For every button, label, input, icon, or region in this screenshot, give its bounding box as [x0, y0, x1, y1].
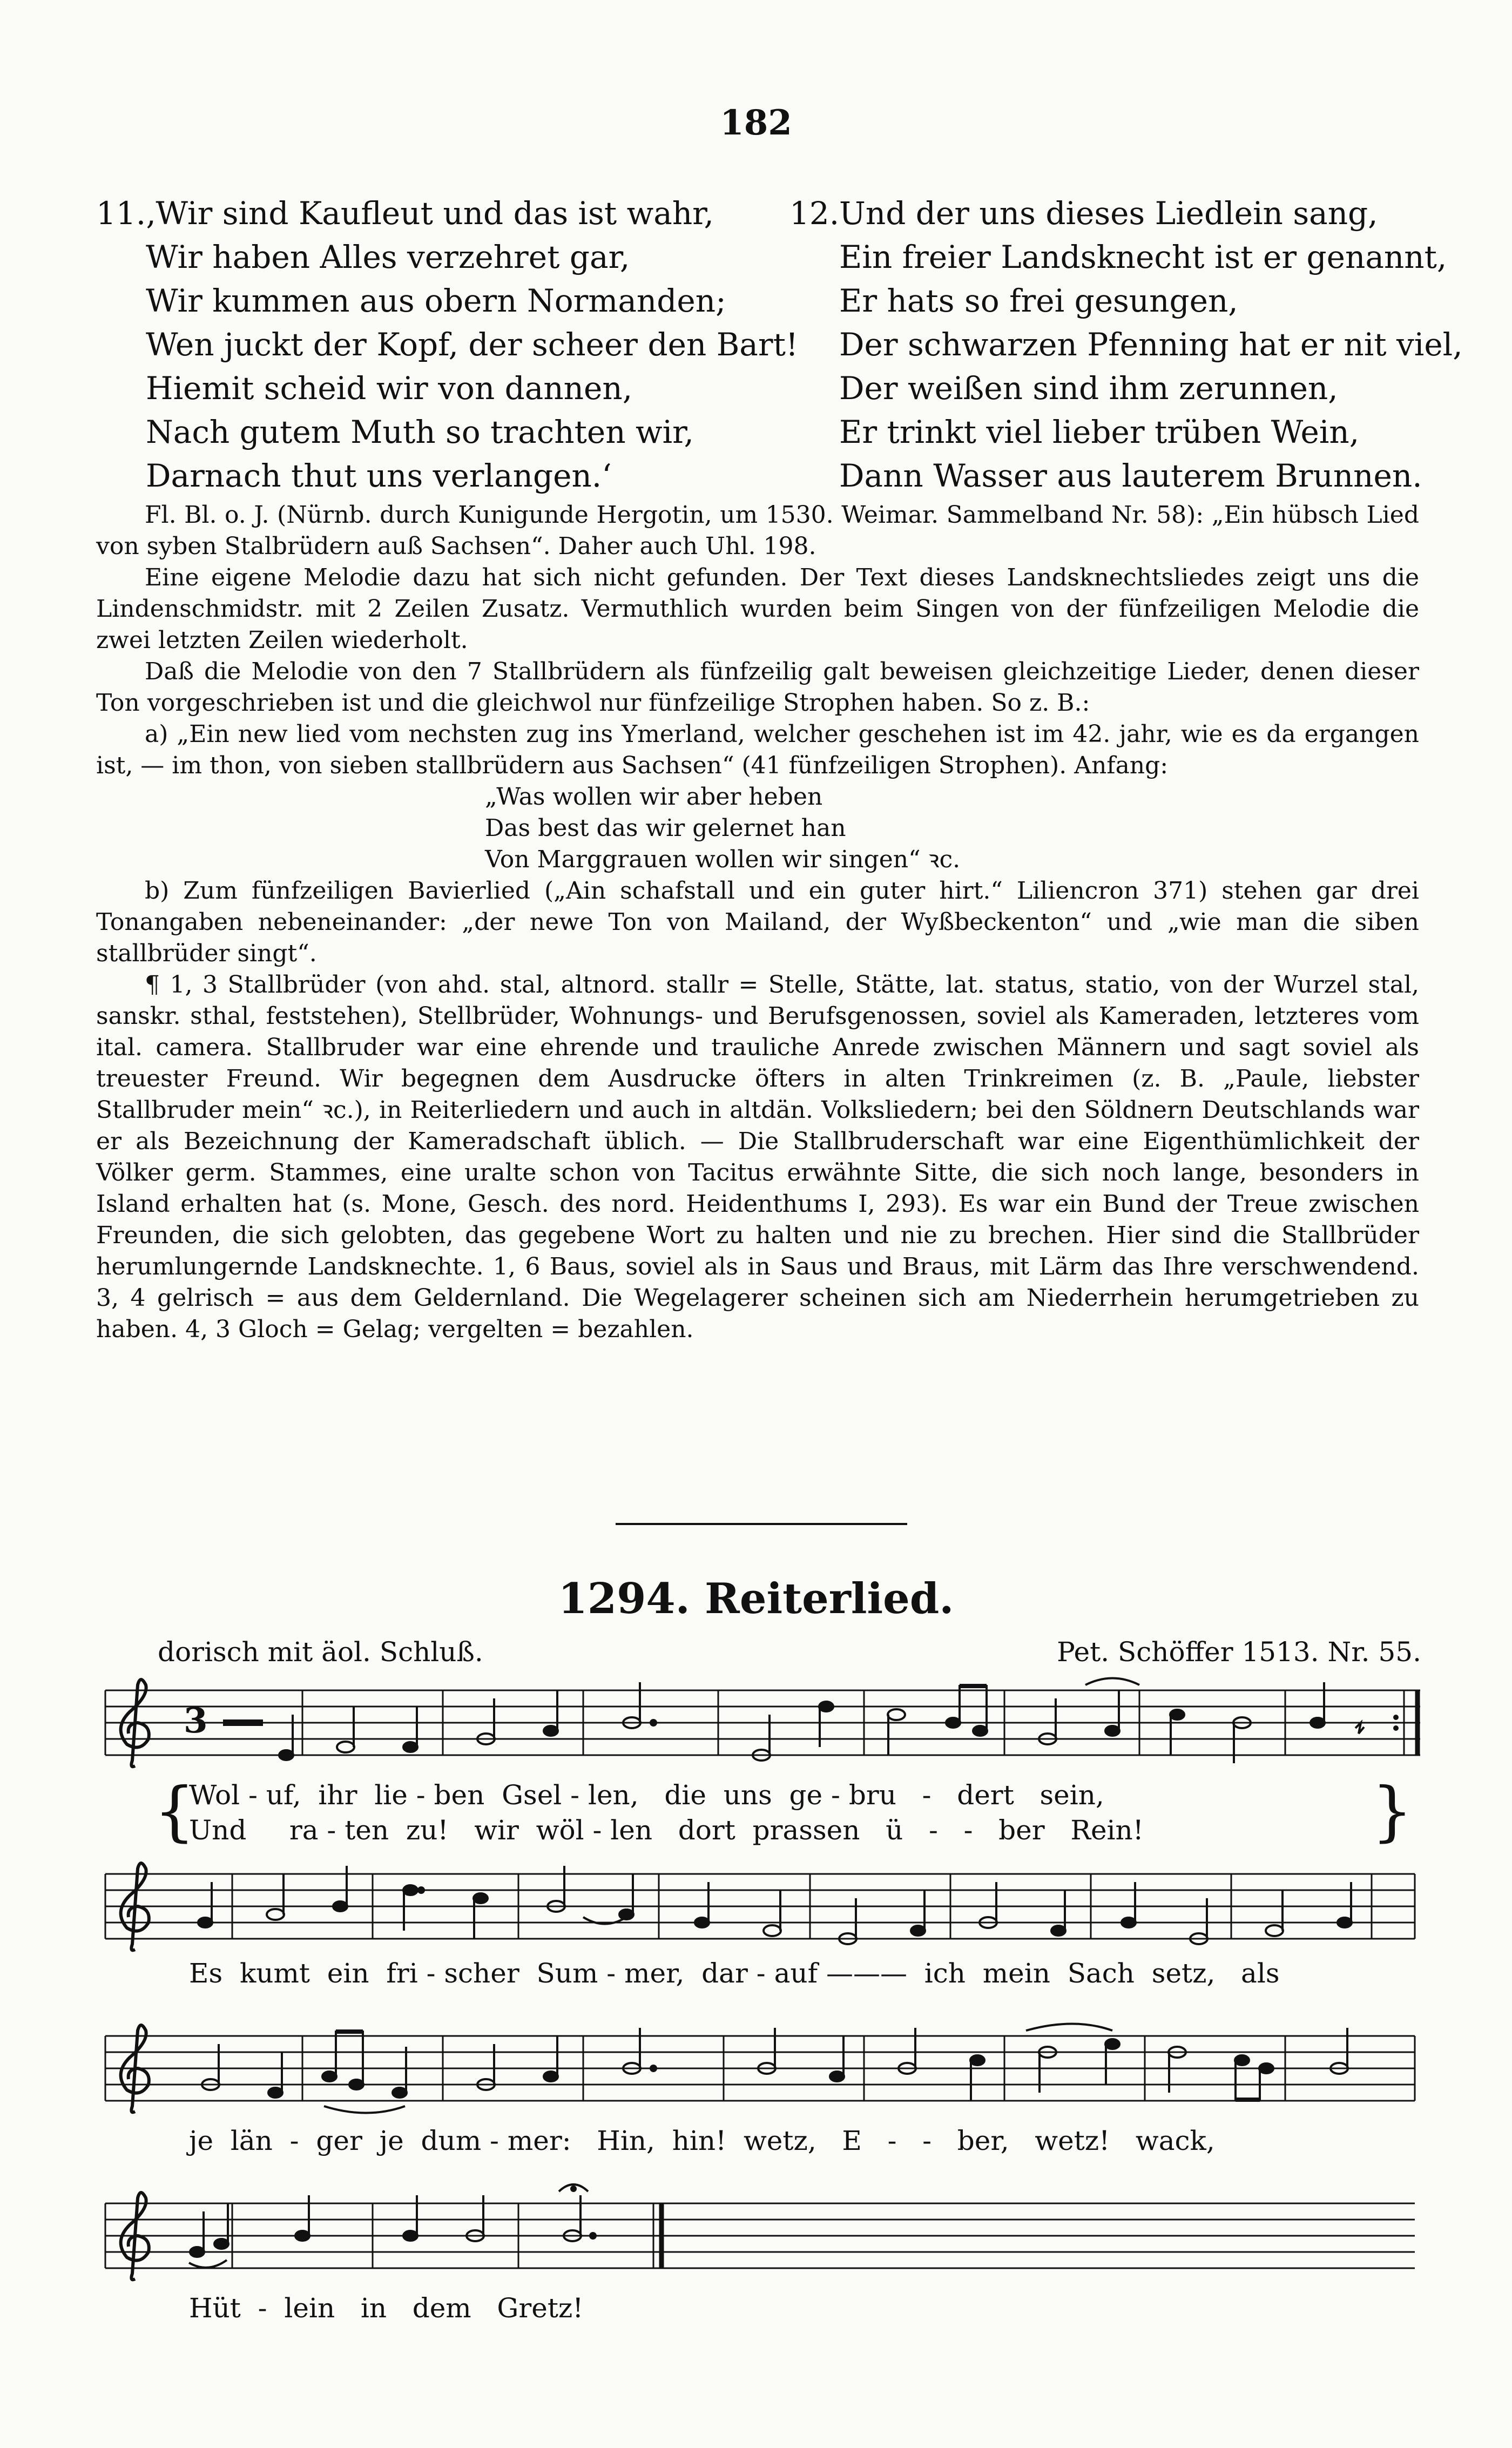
note-example-b: b) Zum fünfzeiligen Bavierlied („Ain schafstall und ein guter hirt.“ Liliencron 371) stehen gar drei Tonangaben nebeneinander: „der newe Ton von Mailand, der Wyßbeckenton“ und „wie man die siben stallbrüder singt“. — [96, 877, 1419, 967]
verse-line: Nach gutem Muth so trachten wir, — [146, 414, 694, 450]
brace-left: { — [154, 1774, 195, 1849]
note-paragraph: Eine eigene Melodie dazu hat sich nicht gefunden. Der Text dieses Landsknechtsliedes zeigt uns die Lindenschmidstr. mit 2 Zeilen Zusatz. Vermuthlich wurden beim Singen von der fünfzeiligen Melodie die zwei letzten Zeilen wiederholt. — [96, 564, 1419, 654]
source-note: Fl. Bl. o. J. (Nürnb. durch Kunigunde Hergotin, um 1530. Weimar. Sammelband Nr. 58): „Ein hübsch Lied von syben Stalbrüdern auß Sachsen“. Daher auch Uhl. 198. — [96, 501, 1419, 560]
stanza-11-number: 11. — [96, 195, 146, 232]
lyrics-line-3: Es kumt ein fri - scher Sum - mer, dar - auf ——— ich mein Sach setz, als — [189, 1958, 1280, 1989]
staff-4 — [0, 2182, 1512, 2284]
verse-line: Wir haben Alles verzehret gar, — [146, 239, 630, 275]
lyrics-line-1: Wol - uf, ihr lie - ben Gsel - len, die uns ge - bru - dert sein, — [189, 1779, 1104, 1811]
verse-line: Hiemit scheid wir von dannen, — [146, 370, 633, 407]
gloss-paragraph: ¶ 1, 3 Stallbrüder (von ahd. stal, altnord. stallr = Stelle, Stätte, lat. status, statio, von der Wurzel stal, sanskr. sthal, feststehen), Stellbrüder, Wohnungs- und Berufsgenossen, soviel als Kameraden, letzteres vom ital. camera. Stallbruder war eine ehrende und trauliche Anrede zwischen Männern und sagt soviel als treuester Freund. Wir begegnen dem Ausdrucke öfters in alten Trinkreimen (z. B. „Paule, liebster Stallbruder mein“ ꝛc.), in Reiterliedern und auch in altdän. Volksliedern; bei den Söldnern Deutschlands war er als Bezeichnung der Kameradschaft üblich. — Die Stallbruderschaft war eine Eigenthümlichkeit der Völker germ. Stammes, eine uralte schon von Tacitus erwähnte Sitte, die sich noch lange, besonders in Island erhalten hat (s. Mone, Gesch. des nord. Heidenthums I, 293). Es war ein Bund der Treue zwischen Freunden, die sich gelobten, das gegebene Wort zu halten und nie zu brechen. Hier sind die Stallbrüder herumlungernde Landsknechte. 1, 6 Baus, soviel als in Saus und Braus, mit Lärm das Ihre verschwendend. 3, 4 gelrisch = aus dem Geldernland. Die Wegelagerer scheinen sich am Niederrhein herumgetrieben zu haben. 4, 3 Gloch = Gelag; vergelten = bezahlen. — [96, 971, 1419, 1343]
lyrics-line-4: je län - ger je dum - mer: Hin, hin! wetz, E - - ber, wetz! wack, — [189, 2125, 1215, 2156]
notes-staff-2 — [198, 1866, 1352, 1944]
verse-line: Dann Wasser aus lauterem Brunnen. — [839, 457, 1422, 494]
verse-line: Darnach thut uns verlangen.‘ — [146, 457, 612, 494]
verse-line: Wen juckt der Kopf, der scheer den Bart! — [146, 326, 799, 363]
note-example-a: a) „Ein new lied vom nechsten zug ins Ymerland, welcher geschehen ist im 42. jahr, wie es da ergangen ist, — im thon, von sieben stallbrüdern aus Sachsen“ (41 fünfzeiligen Strophen). Anfang: — [96, 720, 1419, 779]
staff-1 — [0, 1674, 1512, 1771]
stanza-11-lines — [146, 192, 799, 494]
verse-line: Der weißen sind ihm zerunnen, — [839, 370, 1338, 407]
verse-line: ‚Wir sind Kaufleut und das ist wahr, — [146, 195, 714, 232]
note-paragraph: Daß die Melodie von den 7 Stallbrüdern als fünfzeilig galt beweisen gleichzeitige Lieder, denen dieser Ton vorgeschrieben ist und die gleichwol nur fünfzeilige Strophen haben. So z. B.: — [96, 658, 1419, 717]
section-divider — [616, 1523, 907, 1525]
song-source: Pet. Schöffer 1513. Nr. 55. — [1057, 1636, 1421, 1668]
verse-line: Wir kummen aus obern Normanden; — [146, 282, 726, 319]
quote-line: „Was wollen wir aber heben — [485, 783, 823, 811]
verse-line: Und der uns dieses Liedlein sang, — [839, 195, 1378, 232]
verse-line: Ein freier Landsknecht ist er genannt, — [839, 239, 1447, 275]
page-number: 182 — [720, 103, 792, 143]
staff-3 — [0, 2014, 1512, 2117]
quote-line: Das best das wir gelernet han — [485, 814, 846, 842]
staff-2 — [0, 1858, 1512, 1955]
time-signature: 3 — [184, 1701, 208, 1741]
verse-line: Er trinkt viel lieber trüben Wein, — [839, 414, 1360, 450]
brace-right: } — [1372, 1774, 1413, 1849]
verse-line: Er hats so frei gesungen, — [839, 282, 1238, 319]
notes-staff-4 — [189, 2184, 596, 2268]
lyrics-line-5: Hüt - lein in dem Gretz! — [189, 2292, 584, 2324]
lyrics-line-2: Und ra - ten zu! wir wöl - len dort prassen ü - - ber Rein! — [189, 1815, 1144, 1846]
verse-line: Der schwarzen Pfenning hat er nit viel, — [839, 326, 1463, 363]
quote-line: Von Marggrauen wollen wir singen“ ꝛc. — [485, 846, 961, 873]
commentary — [96, 500, 1419, 1345]
stanza-12-lines — [839, 192, 1463, 494]
mode-label: dorisch mit äol. Schluß. — [158, 1636, 483, 1668]
stanza-12-number: 12. — [789, 195, 840, 232]
song-title: 1294. Reiterlied. — [558, 1574, 954, 1623]
